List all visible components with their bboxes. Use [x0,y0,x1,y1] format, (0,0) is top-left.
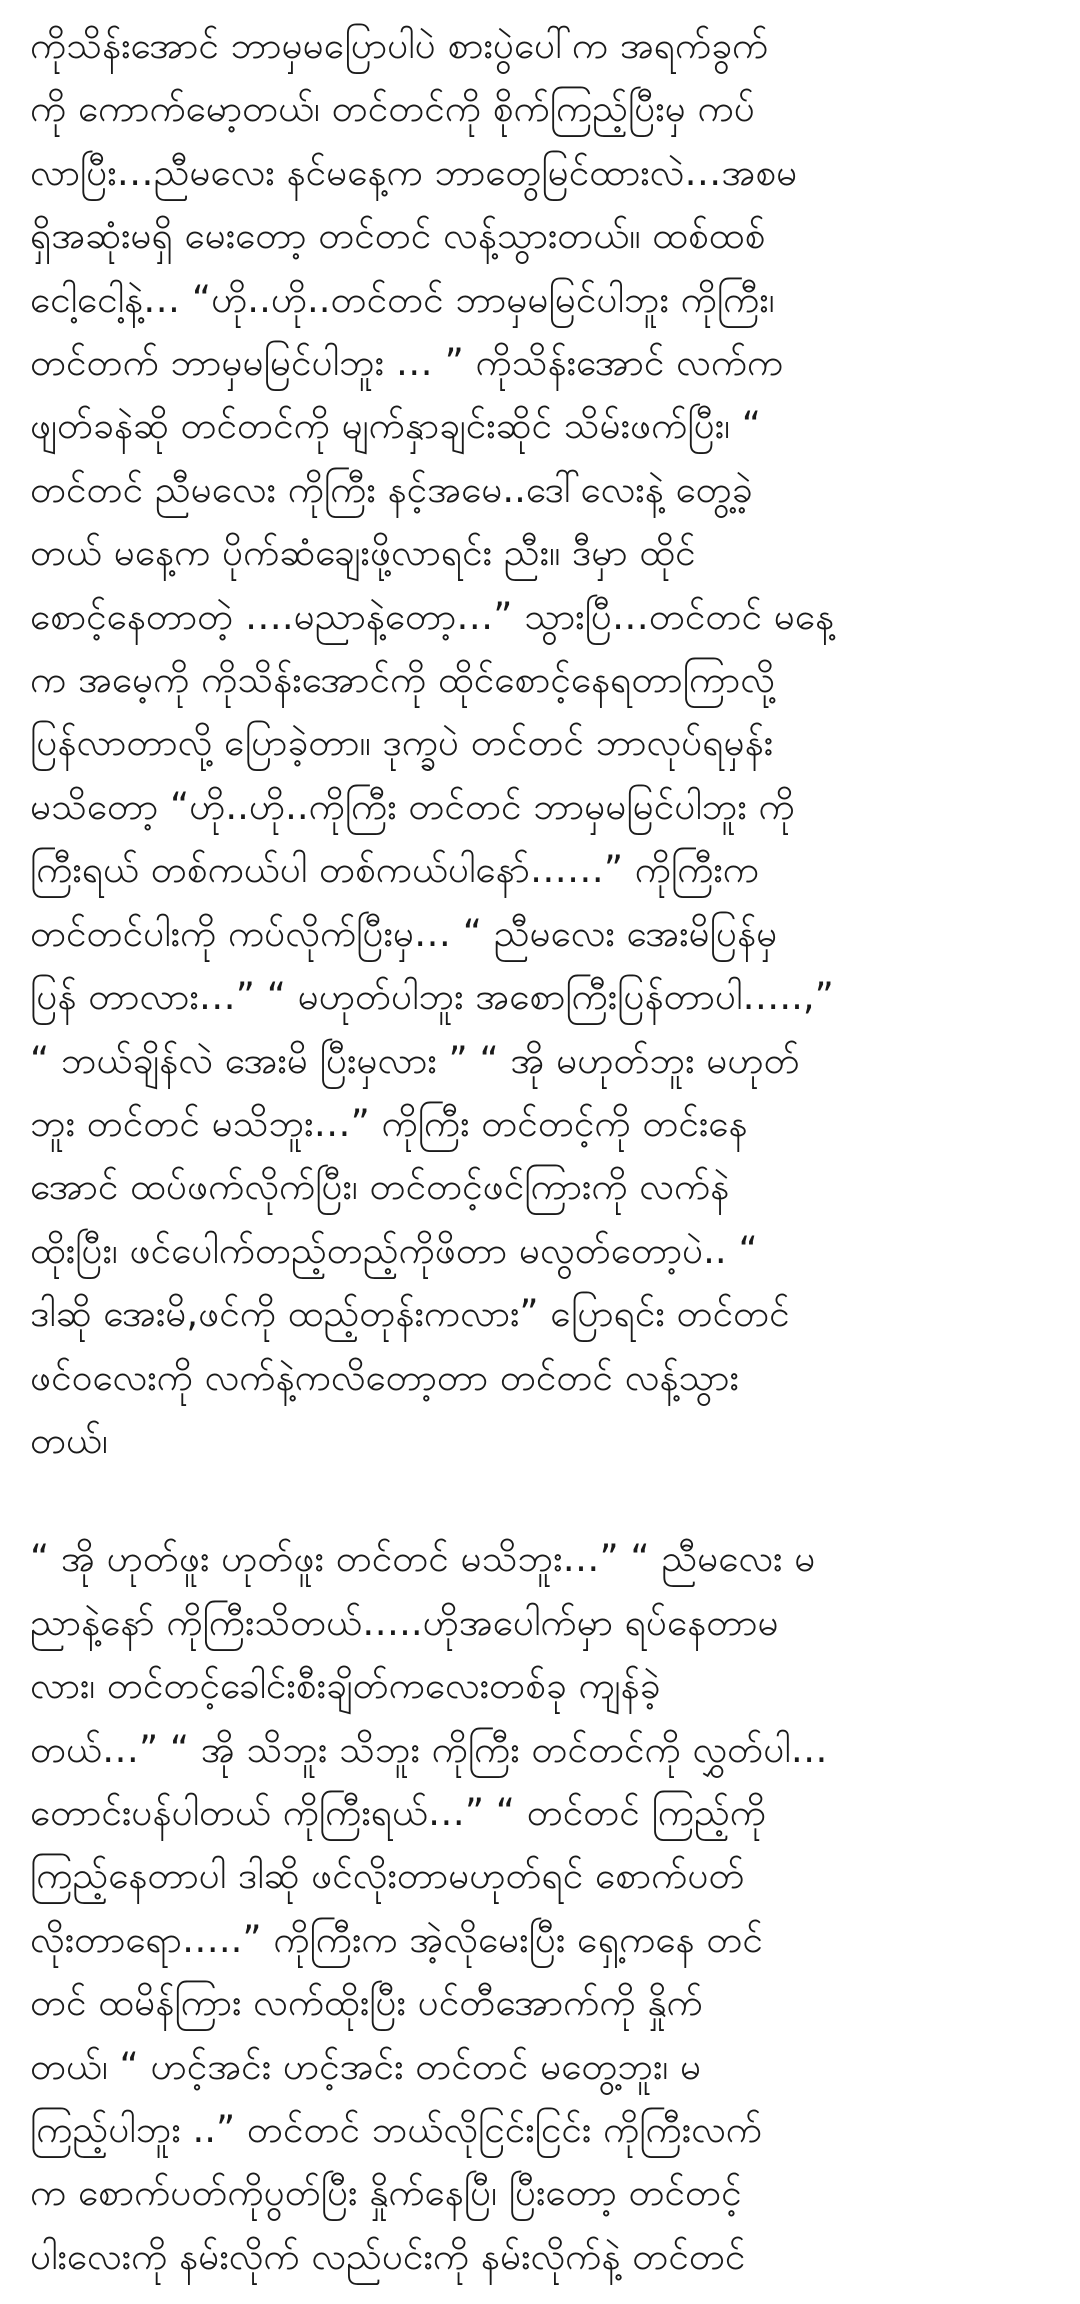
text-line: ဘူး တင်တင် မသိဘူး…” ကိုကြီး တင်တင့်ကို တင်းနေ [30,1101,748,1145]
text-line: ကြည့်ပါဘူး ..” တင်တင် ဘယ်လိုငြင်းငြင်း ကိုကြီးလက် [30,2108,762,2151]
text-line: တင် ထမိန်ကြား လက်ထိုးပြီး ပင်တီအောက်ကို နှိုက် [30,1981,703,2025]
story-paragraph [30,1527,1052,2288]
text-line: ကိုသိန်းအောင် ဘာမှမပြောပါပဲ စားပွဲပေါ်က အရက်ခွက် [30,24,769,67]
text-line: တင်တင် ညီမလေး ကိုကြီး နင့်အမေ..ဒေါ်လေးနဲ့ တွေ့ခဲ့ [30,467,753,511]
text-line: တယ်…” “ အို သိဘူး သိဘူး ကိုကြီး တင်တင်ကို လွှတ်ပါ… [30,1727,828,1771]
text-line: လား၊ တင်တင့်ခေါင်းစီးချိတ်ကလေးတစ်ခု ကျန်ခဲ့ [30,1664,661,1708]
text-line: တယ်၊ [30,1418,108,1462]
text-line: မသိတော့ “ဟို..ဟို..ကိုကြီး တင်တင် ဘာမှမမြင်ပါဘူး ကို [30,784,795,828]
text-line: ရှိအဆုံးမရှိ မေးတော့ တင်တင် လန့်သွားတယ်။ ထစ်ထစ် [30,214,766,258]
text-line: “ အို ဟုတ်ဖူး ဟုတ်ဖူး တင်တင် မသိဘူး…” “ ညီမလေး မ [30,1537,816,1581]
story-paragraph [30,14,1052,1472]
text-line: ပြန် တာလား…” “ မဟုတ်ပါဘူး အစောကြီးပြန်တာပါ…..,” [30,975,834,1019]
text-line: တင်တင်ပါးကို ကပ်လိုက်ပြီးမှ… “ ညီမလေး အေးမိပြန်မှ [30,911,778,955]
text-line: တယ် မနေ့က ပိုက်ဆံချေးဖို့လာရင်း ညီး။ ဒီမှာ ထိုင် [30,531,696,575]
text-line: က စောက်ပတ်ကိုပွတ်ပြီး နှိုက်နေပြီ၊ ပြီးတော့ တင်တင့် [30,2171,742,2215]
text-line: ပါးလေးကို နမ်းလိုက် လည်ပင်းကို နမ်းလိုက်နဲ့ တင်တင် [30,2234,746,2278]
text-line: ဖျတ်ခနဲဆို တင်တင်ကို မျက်နှာချင်းဆိုင် သိမ်းဖက်ပြီး၊ “ [30,404,761,448]
text-line: တယ်၊ “ ဟင့်အင်း ဟင့်အင်း တင်တင် မတွေ့ဘူး၊ မ [30,2044,702,2088]
text-line: အောင် ထပ်ဖက်လိုက်ပြီး၊ တင်တင့်ဖင်ကြားကို လက်နဲ [30,1165,730,1209]
text-line: ထိုးပြီး၊ ဖင်ပေါက်တည့်တည့်ကိုဖိတာ မလွတ်တော့ပဲ.. “ [30,1228,758,1272]
text-line: ကို ကောက်မော့တယ်၊ တင်တင်ကို စိုက်ကြည့်ပြီးမှ ကပ် [30,87,755,131]
text-line: “ ဘယ်ချိန်လဲ အေးမိ ပြီးမှလား ” “ အို မဟုတ်ဘူး မဟုတ် [30,1038,800,1082]
text-line: ညာနဲ့နော် ကိုကြီးသိတယ်…..ဟိုအပေါက်မှာ ရပ်နေတာမ [30,1600,779,1644]
text-line: ငေါ့ငေါ့နဲ့… “ဟို..ဟို..တင်တင် ဘာမှမမြင်ပါဘူး ကိုကြီး၊ [30,277,775,321]
text-line: ပြန်လာတာလို့ ပြောခဲ့တာ။ ဒုက္ခပဲ တင်တင် ဘာလုပ်ရမှန်း [30,721,774,765]
text-line: လာပြီး…ညီမလေး နင်မနေ့က ဘာတွေမြင်ထားလဲ…အစမ [30,150,798,194]
text-line: ဒါဆို အေးမိ,ဖင်ကို ထည့်တုန်းကလား” ပြောရင်း တင်တင် [30,1292,790,1336]
text-line: စောင့်နေတာတဲ့ ….မညာနဲ့တော့…” သွားပြီ…တင်တင် မနေ့ [30,594,835,638]
text-line: က အမေ့ကို ကိုသိန်းအောင်ကို ထိုင်စောင့်နေရတာကြာလို့ [30,658,775,702]
text-line: တောင်းပန်ပါတယ် ကိုကြီးရယ်…” “ တင်တင် ကြည့်ကို [30,1790,766,1834]
text-line: လိုးတာရော…..” ကိုကြီးက အဲ့လိုမေးပြီး ရှေ့ကနေ တင် [30,1917,763,1961]
text-line: ဖင်ဝလေးကို လက်နဲ့ကလိတော့တာ တင်တင် လန့်သွား [30,1355,739,1399]
text-line: ကြည့်နေတာပါ ဒါဆို ဖင်လိုးတာမဟုတ်ရင် စောက်ပတ် [30,1854,745,1898]
text-line: ကြီးရယ် တစ်ကယ်ပါ တစ်ကယ်ပါနော်……” ကိုကြီးက [30,848,760,892]
text-line: တင်တက် ဘာမှမမြင်ပါဘူး … ” ကိုသိန်းအောင် လက်က [30,341,784,385]
